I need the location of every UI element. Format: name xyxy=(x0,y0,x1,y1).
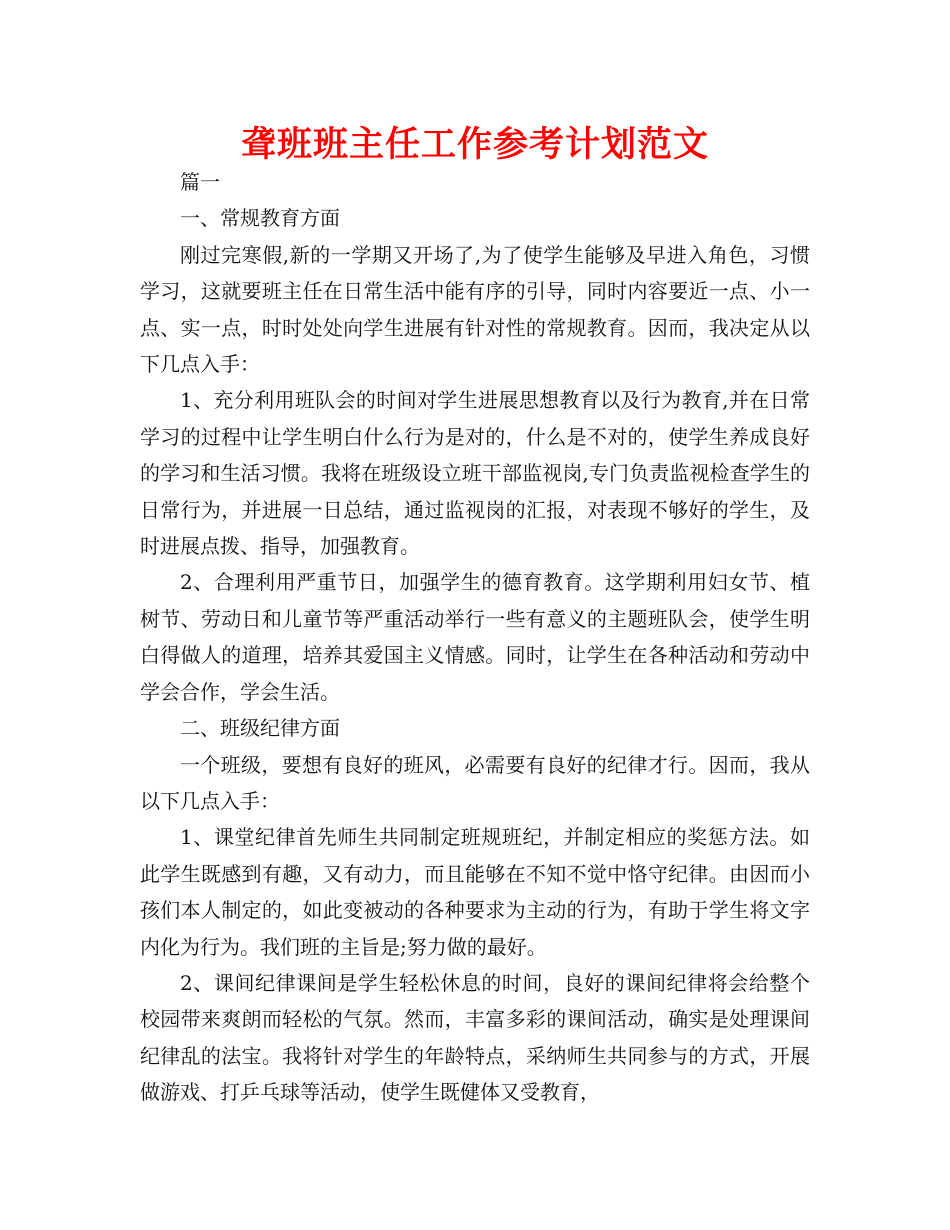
document-body xyxy=(140,164,810,1111)
section-label: 篇一 xyxy=(180,170,220,194)
paragraph: 2、课间纪律课间是学生轻松休息的时间，良好的课间纪律将会给整个校园带来爽朗而轻松的气氛。然而，丰富多彩的课间活动，确实是处理课间纪律乱的法宝。我将针对学生的年龄特点，采纳师生共同参与的方式，开展做游戏、打乒乓球等活动，使学生既健体又受教育， xyxy=(140,970,810,1105)
paragraph: 1、充分利用班队会的时间对学生进展思想教育以及行为教育,并在日常学习的过程中让学生明白什么行为是对的，什么是不对的，使学生养成良好的学习和生活习惯。我将在班级设立班干部监视岗,专门负责监视检查学生的日常行为，并进展一日总结，通过监视岗的汇报，对表现不够好的学生，及时进展点拨、指导，加强教育。 xyxy=(140,388,810,559)
paragraph: 1、课堂纪律首先师生共同制定班规班纪，并制定相应的奖惩方法。如此学生既感到有趣，又有动力，而且能够在不知不觉中恪守纪律。由因而小孩们本人制定的，如此变被动的各种要求为主动的行为，有助于学生将文字内化为行为。我们班的主旨是;努力做的最好。 xyxy=(140,825,810,959)
paragraph: 一个班级，要想有良好的班风，必需要有良好的纪律才行。因而，我从以下几点入手： xyxy=(140,752,810,813)
document-title: 聋班班主任工作参考计划范文 xyxy=(240,125,709,165)
section-heading-routine-education: 一、常规教育方面 xyxy=(180,206,340,231)
paragraph: 2、合理利用严重节日，加强学生的德育教育。这学期利用妇女节、植树节、劳动日和儿童节等严重活动举行一些有意义的主题班队会，使学生明白得做人的道理，培养其爱国主义情感。同时，让学生在各种活动和劳动中学会合作，学会生活。 xyxy=(140,570,810,704)
section-heading-class-discipline: 二、班级纪律方面 xyxy=(180,716,340,741)
paragraph: 刚过完寒假,新的一学期又开场了,为了使学生能够及早进入角色，习惯学习，这就要班主任在日常生活中能有序的引导，同时内容要近一点、小一点、实一点，时时处处向学生进展有针对性的常规教育。因而，我决定从以下几点入手： xyxy=(140,242,810,377)
